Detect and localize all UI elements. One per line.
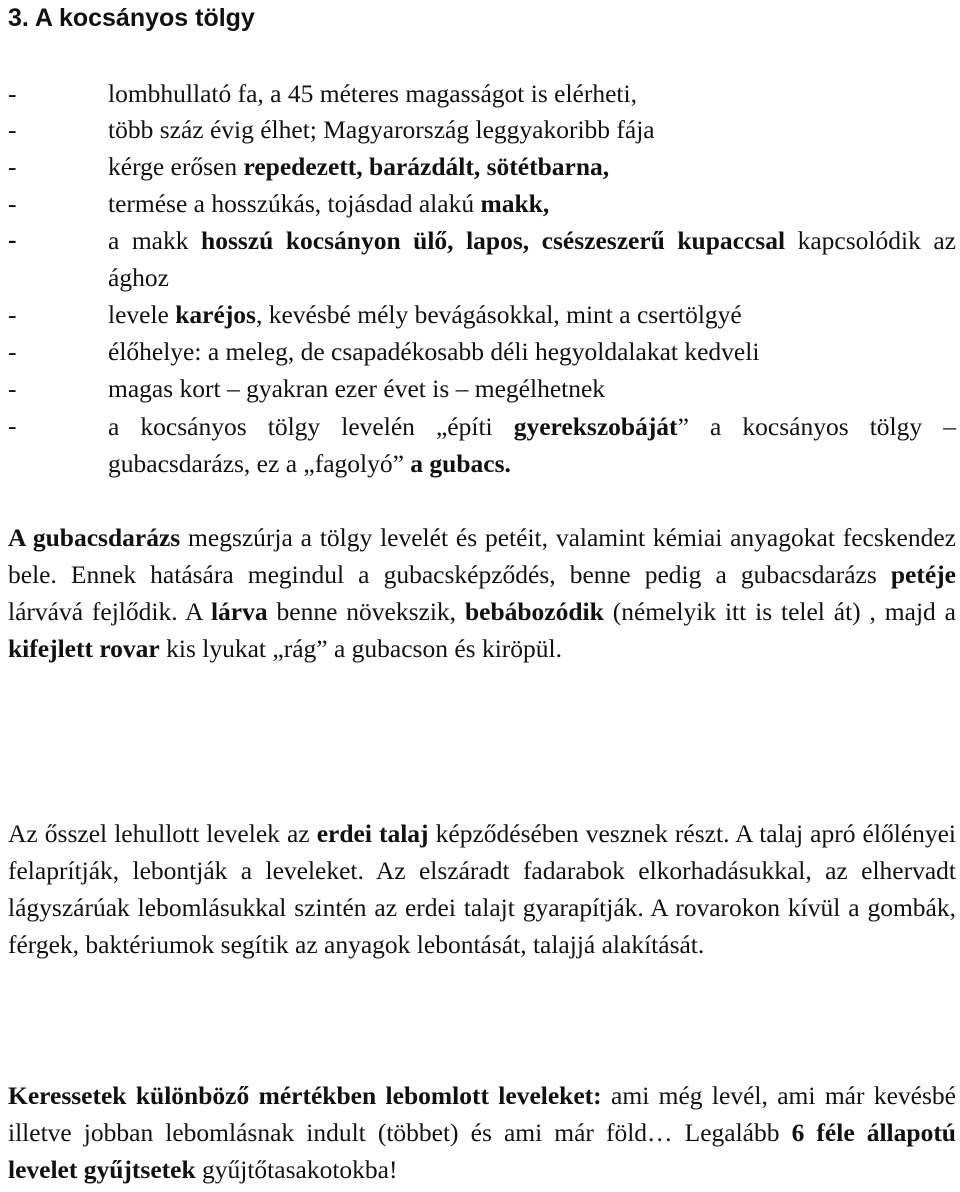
- list-bullet: -: [8, 152, 17, 181]
- list-item: [0, 408, 960, 482]
- paragraph-gubacsdarazs: A gubacsdarázs megszúrja a tölgy levelét és petéit, valamint kémiai anyagokat fecskendez bele. Ennek hatására megindul a gubacsképződés, benne pedig a gubacsdarázs petéje lárvává fejlődik. A lárva benne növekszik, bebábozódik (némelyik itt is telel át) , majd a kifejlett rovar kis lyukat „rág” a gubacson és kiröpül.: [8, 523, 957, 663]
- list-item-text: a kocsányos tölgy levelén „építi gyerekszobáját” a kocsányos tölgy – gubacsdarázs, ez a „fagolyó” a gubacs.: [108, 412, 956, 478]
- list-bullet: -: [8, 337, 17, 366]
- list-item: [0, 149, 960, 185]
- list-bullet: -: [8, 189, 17, 218]
- list-bullet: -: [8, 411, 17, 440]
- list-bullet: -: [8, 79, 17, 108]
- list-item: [0, 186, 960, 222]
- list-item-text: több száz évig élhet; Magyarország leggyakoribb fája: [108, 115, 655, 144]
- list-item: [0, 371, 960, 407]
- paragraph-task: Keressetek különböző mértékben lebomlott leveleket: ami még levél, ami már kevésbé illetve jobban lebomlásnak indult (többet) és ami már föld… Legalább 6 féle állapotú levelet gyűjtsetek gyűjtőtasakotokba!: [8, 1081, 956, 1184]
- list-item-text: lombhullató fa, a 45 méteres magasságot is elérheti,: [108, 79, 637, 108]
- list-item-text: levele karéjos, kevésbé mély bevágásokkal, mint a csertölgyé: [108, 300, 742, 329]
- list-item: [0, 222, 960, 296]
- page-title: 3. A kocsányos tölgy: [8, 4, 255, 32]
- list-item: [0, 112, 960, 148]
- list-item: [0, 334, 960, 370]
- list-item-text: a makk hosszú kocsányon ülő, lapos, csészeszerű kupaccsal kapcsolódik az ághoz: [108, 226, 956, 292]
- paragraph-erdei-talaj: Az ősszel lehullott levelek az erdei talaj képződésében vesznek részt. A talaj apró élőlényei felaprítják, lebontják a leveleket. Az elszáradt fadarabok elkorhadásukkal, az elhervadt lágyszárúak lebomlásukkal szintén az erdei talajt gyarapítják. A rovarokon kívül a gombák, férgek, baktériumok segítik az anyagok lebontását, talajjá alakítását.: [8, 819, 956, 959]
- list-bullet: -: [8, 374, 17, 403]
- list-item-text: magas kort – gyakran ezer évet is – megélhetnek: [108, 374, 606, 403]
- list-item: [0, 297, 960, 333]
- list-bullet: -: [8, 225, 17, 254]
- list-item-text: termése a hosszúkás, tojásdad alakú makk,: [108, 189, 550, 218]
- list-item-text: kérge erősen repedezett, barázdált, sötétbarna,: [108, 152, 610, 181]
- list-item-text: élőhelye: a meleg, de csapadékosabb déli hegyoldalakat kedveli: [108, 337, 760, 366]
- list-bullet: -: [8, 300, 17, 329]
- list-item: [0, 76, 960, 112]
- list-bullet: -: [8, 115, 17, 144]
